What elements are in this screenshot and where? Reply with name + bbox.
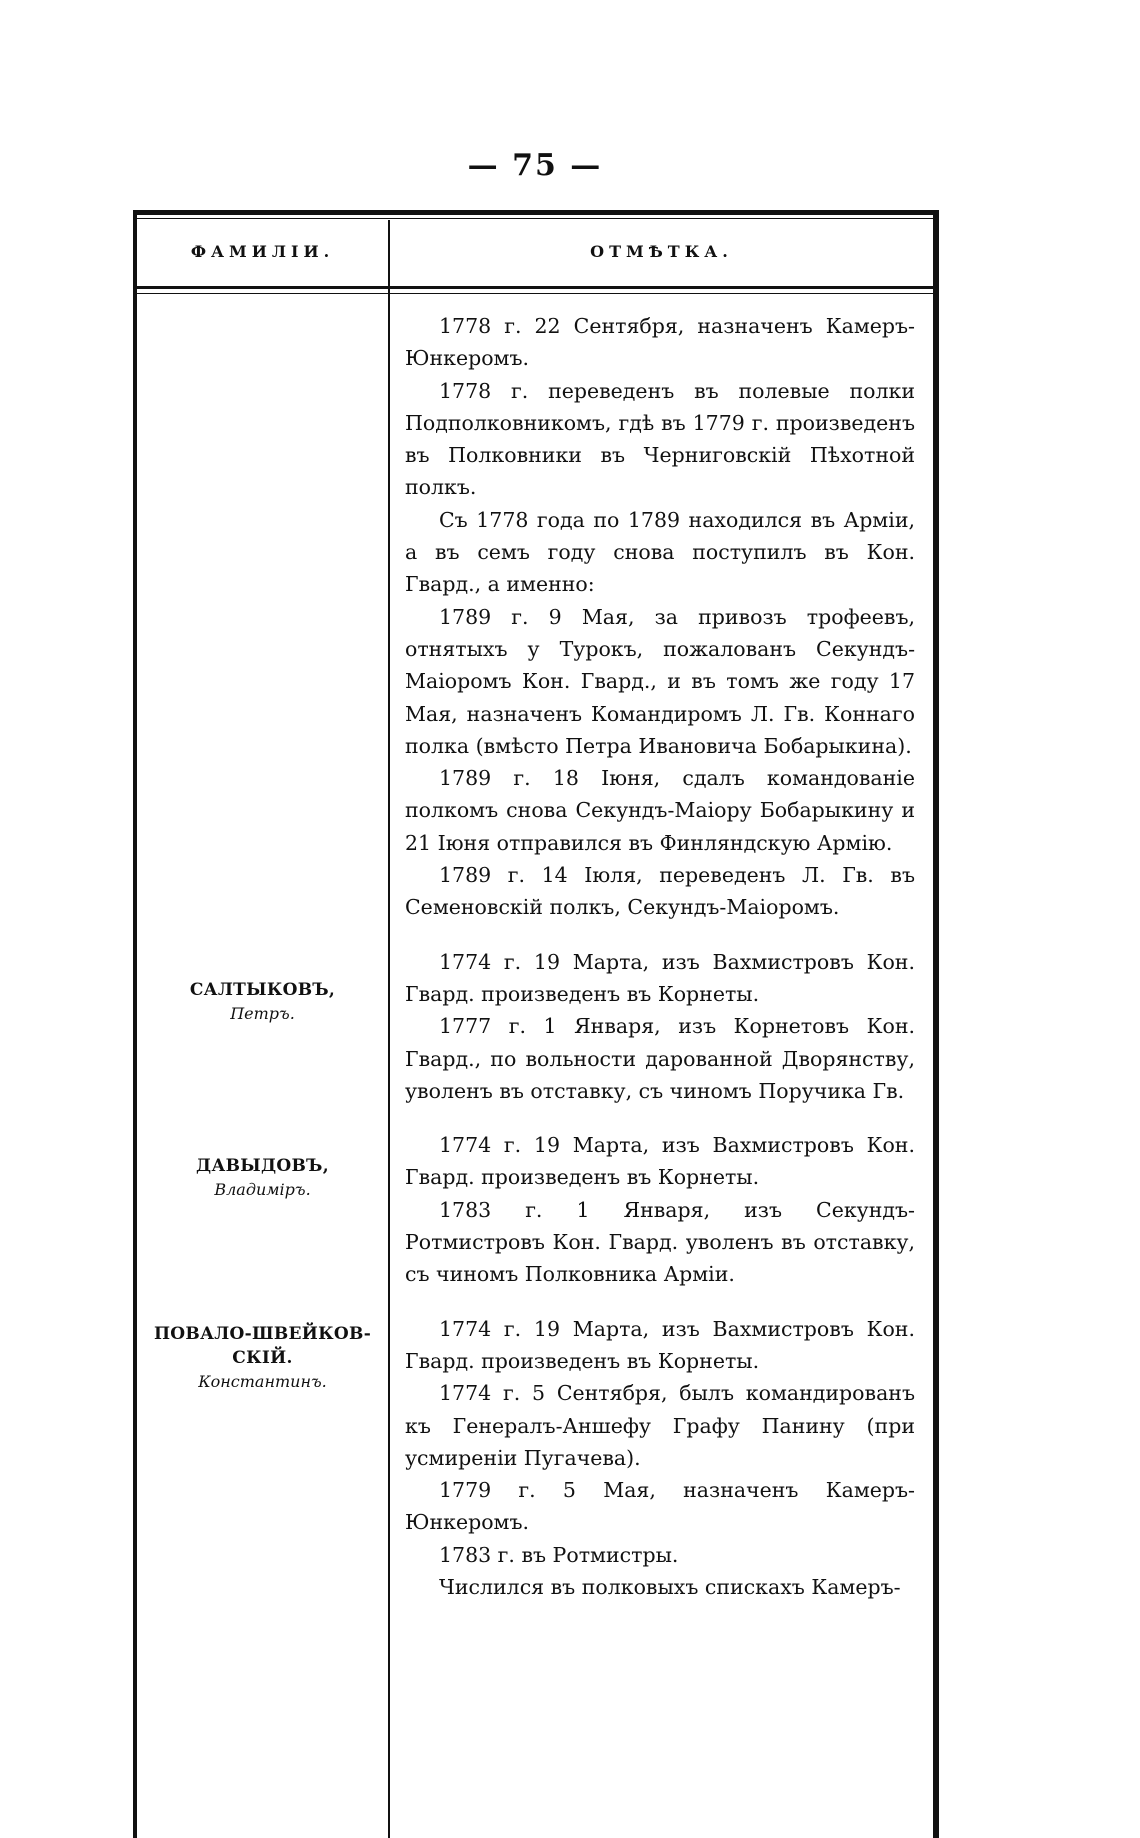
- notes-entry-povalo-shveikovsky: [405, 1313, 915, 1604]
- note-paragraph: 1774 г. 5 Сентября, былъ командированъ къ Генералъ-Аншефу Графу Панину (при усмиреніи Пугачева).: [405, 1381, 915, 1470]
- notes-column: [405, 310, 915, 1603]
- surname: ДАВЫДОВЪ,: [196, 1156, 329, 1176]
- table-right-border: [933, 210, 939, 1838]
- note-paragraph: Съ 1778 года по 1789 находился въ Арміи, а въ семъ году снова поступилъ въ Кон. Гвард., а именно:: [405, 507, 915, 597]
- note-paragraph: 1774 г. 19 Марта, изъ Вахмистровъ Кон. Гвард. произведенъ въ Корнеты.: [405, 1316, 915, 1373]
- note-paragraph: 1789 г. 18 Іюня, сдалъ командованіе полкомъ снова Секундъ-Маіору Бобарыкину и 21 Іюня отправился въ Финляндскую Армію.: [405, 766, 915, 855]
- note-paragraph: 1778 г. 22 Сентября, назначенъ Камеръ-Юнкеромъ.: [405, 314, 915, 371]
- name-entry-saltykov: [137, 978, 388, 1026]
- note-paragraph: 1774 г. 19 Марта, изъ Вахмистровъ Кон. Гвард. произведенъ въ Корнеты.: [405, 1133, 915, 1190]
- note-paragraph: 1774 г. 19 Марта, изъ Вахмистровъ Кон. Гвард. произведенъ въ Корнеты.: [405, 949, 915, 1006]
- name-entry-povalo-shveikovsky: [137, 1322, 388, 1394]
- note-paragraph: 1789 г. 9 Мая, за привозъ трофеевъ, отнятыхъ у Турокъ, пожалованъ Секундъ-Маіоромъ Кон. Гвард., и въ томъ же году 17 Мая, назначенъ Командиромъ Л. Гв. Коннаго полка (вмѣсто Петра Ивановича Бобарыкина).: [405, 604, 915, 758]
- header-rule: [137, 286, 933, 289]
- notes-entry-davydov: [405, 1129, 915, 1290]
- note-paragraph: Числился въ полковыхъ спискахъ Камеръ-: [439, 1574, 901, 1599]
- note-paragraph: 1789 г. 14 Іюля, переведенъ Л. Гв. въ Семеновскій полкъ, Секундъ-Маіоромъ.: [405, 863, 915, 920]
- table-top-rule: [133, 210, 939, 215]
- notes-entry-saltykov: [405, 946, 915, 1107]
- surname-line-2: СКІЙ.: [232, 1348, 293, 1368]
- name-entry-davydov: [137, 1154, 388, 1202]
- note-paragraph: 1783 г. въ Ротмистры.: [439, 1542, 679, 1567]
- given-name: Константинъ.: [198, 1372, 327, 1391]
- note-paragraph: 1779 г. 5 Мая, назначенъ Камеръ-Юнкеромъ.: [405, 1478, 915, 1535]
- given-name: Владиміръ.: [214, 1180, 311, 1199]
- surname: САЛТЫКОВЪ,: [189, 980, 336, 1000]
- page-number: — 75 —: [467, 148, 603, 183]
- given-name: Петръ.: [230, 1004, 295, 1023]
- header-names: ФАМИЛІИ.: [190, 242, 335, 261]
- table-top-rule-thin: [133, 218, 939, 219]
- header-rule-thin: [137, 293, 933, 294]
- surname-line-1: ПОВАЛО-ШВЕЙКОВ-: [153, 1324, 372, 1344]
- notes-entry-continued: [405, 310, 915, 924]
- records-table: [133, 210, 939, 1838]
- header-notes: ОТМѢТКА.: [590, 242, 733, 261]
- note-paragraph: 1777 г. 1 Января, изъ Корнетовъ Кон. Гвард., по вольности дарованной Дворянству, уволенъ въ отставку, съ чиномъ Поручика Гв.: [405, 1014, 915, 1103]
- note-paragraph: 1778 г. переведенъ въ полевые полки Подполковникомъ, гдѣ въ 1779 г. произведенъ въ Полковники въ Черниговскій Пѣхотной полкъ.: [405, 378, 915, 500]
- column-divider: [388, 220, 390, 1838]
- note-paragraph: 1783 г. 1 Января, изъ Секундъ-Ротмистровъ Кон. Гвард. уволенъ въ отставку, съ чиномъ Полковника Арміи.: [405, 1197, 915, 1287]
